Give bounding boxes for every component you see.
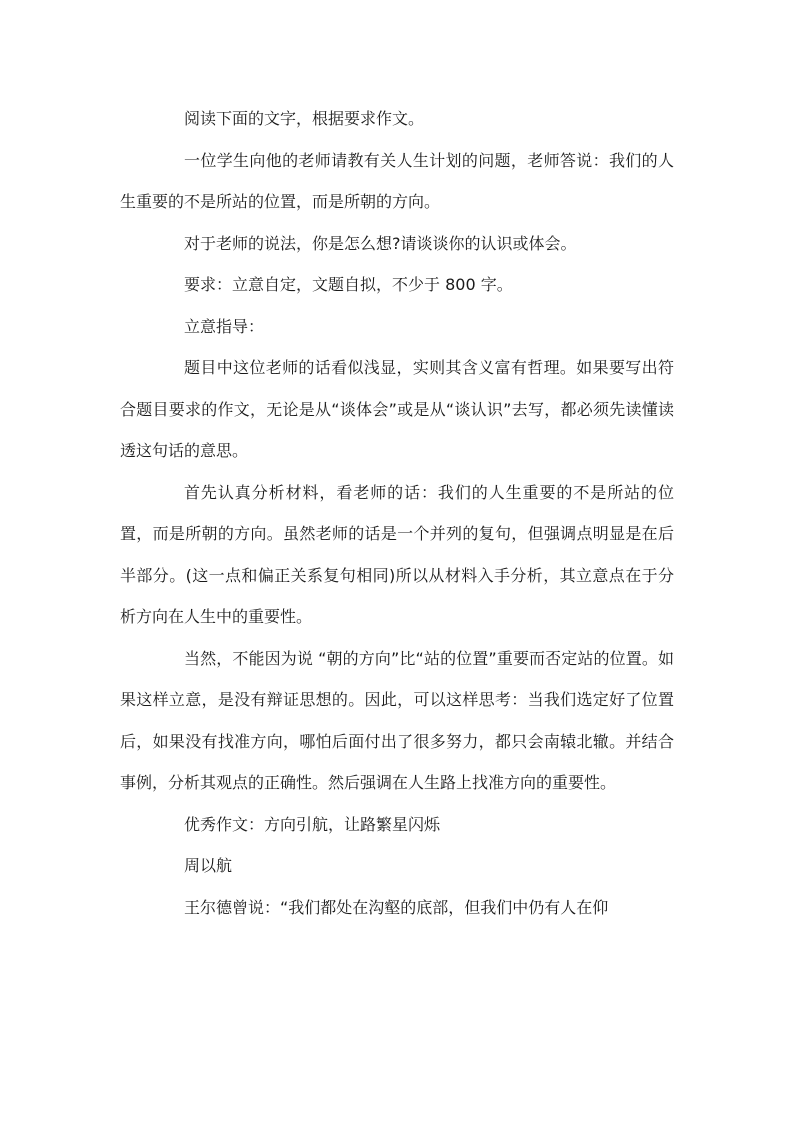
- paragraph-material: 一位学生向他的老师请教有关人生计划的问题，老师答说：我们的人生重要的不是所站的位置，而是所朝的方向。: [120, 150, 674, 211]
- essay-title: 优秀作文：方向引航，让路繁星闪烁: [184, 814, 441, 834]
- paragraph-question: 对于老师的说法，你是怎么想?请谈谈你的认识或体会。: [184, 233, 577, 253]
- paragraph-requirement: 要求：立意自定，文题自拟，不少于 800 字。: [184, 275, 513, 294]
- paragraph-instruction: 阅读下面的文字，根据要求作文。: [184, 109, 425, 128]
- paragraph-guide-1: 题目中这位老师的话看似浅显，实则其含义富有哲理。如果要写出符合题目要求的作文，无论是从“谈体会”或是从“谈认识”去写，都必须先读懂读透这句话的意思。: [120, 358, 674, 460]
- paragraph-guide-2: 首先认真分析材料，看老师的话：我们的人生重要的不是所站的位置，而是所朝的方向。虽然老师的话是一个并列的复句，但强调点明显是在后半部分。(这一点和偏正关系复句相同)所以从材料入手分析，其立意点在于分析方向在人生中的重要性。: [120, 482, 674, 626]
- paragraph-guide-3: 当然，不能因为说 “朝的方向”比“站的位置”重要而否定站的位置。如果这样立意，是没有辩证思想的。因此，可以这样思考：当我们选定好了位置后，如果没有找准方向，哪怕后面付出了很多努力，都只会南辕北辙。并结合事例，分析其观点的正确性。然后强调在人生路上找准方向的重要性。: [120, 648, 674, 792]
- paragraph-guide-heading: 立意指导：: [184, 316, 265, 336]
- document-body: [0, 98, 674, 928]
- essay-first-paragraph: 王尔德曾说：“我们都处在沟壑的底部，但我们中仍有人在仰: [184, 897, 609, 917]
- essay-author: 周以航: [184, 856, 233, 875]
